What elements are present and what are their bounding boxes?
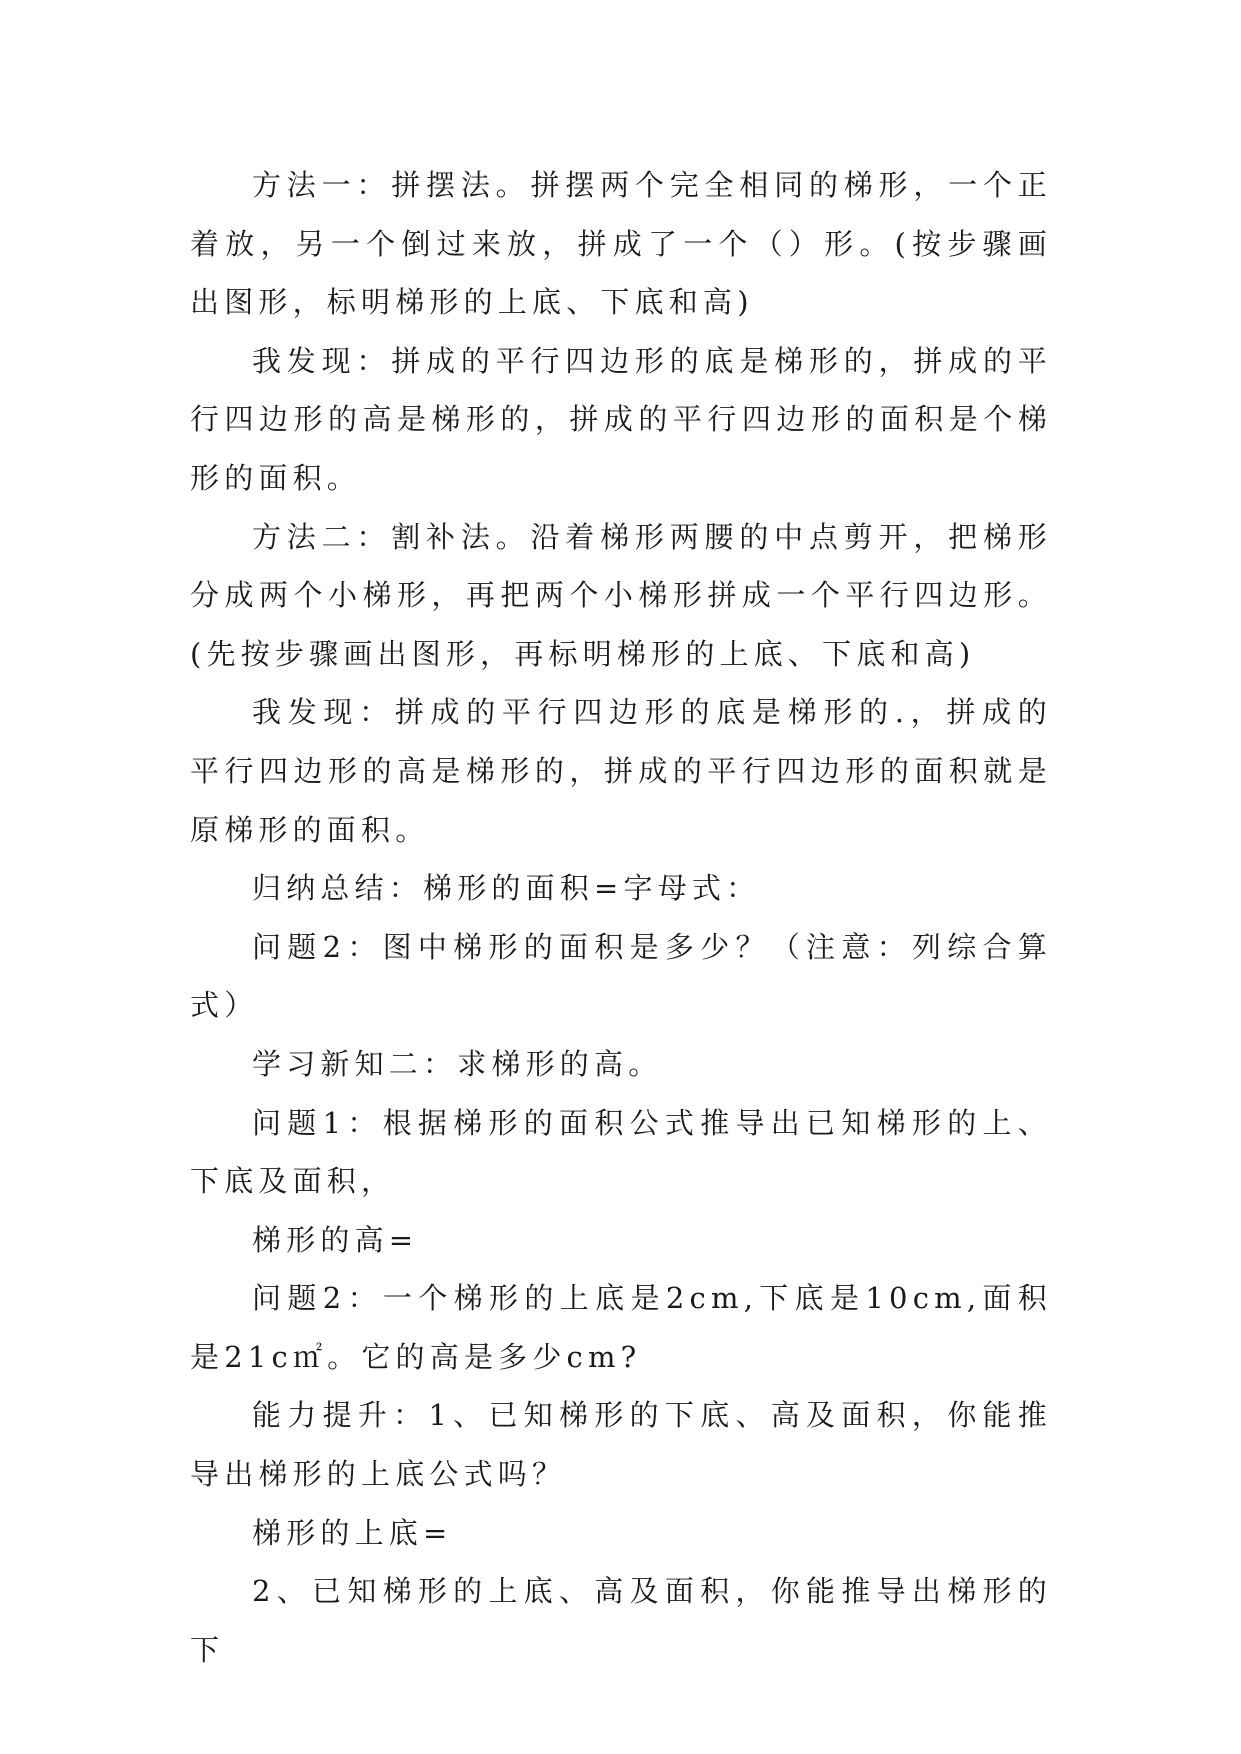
- paragraph-method-one: 方法一：拼摆法。拼摆两个完全相同的梯形，一个正着放，另一个倒过来放，拼成了一个（）形。(按步骤画出图形，标明梯形的上底、下底和高): [190, 168, 1052, 320]
- paragraph-top-base-formula: 梯形的上底=: [252, 1515, 453, 1550]
- paragraph-summary: 归纳总结：梯形的面积=字母式：: [252, 871, 761, 906]
- paragraph-question-two-area: 问题2：图中梯形的面积是多少？（注意：列综合算式）: [190, 929, 1052, 1023]
- paragraph-discovery-one: 我发现：拼成的平行四边形的底是梯形的，拼成的平行四边形的高是梯形的，拼成的平行四边形的面积是个梯形的面积。: [190, 343, 1052, 495]
- paragraph-ability-one: 能力提升：1、已知梯形的下底、高及面积，你能推导出梯形的上底公式吗？: [190, 1398, 1052, 1492]
- paragraph-method-two: 方法二：割补法。沿着梯形两腰的中点剪开，把梯形分成两个小梯形，再把两个小梯形拼成一个平行四边形。(先按步骤画出图形，再标明梯形的上底、下底和高): [190, 519, 1052, 671]
- paragraph-discovery-two: 我发现：拼成的平行四边形的底是梯形的.，拼成的平行四边形的高是梯形的，拼成的平行四边形的面积就是原梯形的面积。: [190, 695, 1052, 847]
- paragraph-height-formula: 梯形的高=: [252, 1222, 419, 1257]
- document-body: [190, 156, 1052, 1679]
- paragraph-new-knowledge-two: 学习新知二：求梯形的高。: [252, 1046, 663, 1081]
- paragraph-ability-two: 2、已知梯形的上底、高及面积，你能推导出梯形的下: [190, 1574, 1052, 1667]
- paragraph-question-two-height: 问题2：一个梯形的上底是2cm,下底是10cm,面积是21c㎡。它的高是多少cm?: [190, 1281, 1052, 1374]
- paragraph-question-one-height: 问题1：根据梯形的面积公式推导出已知梯形的上、下底及面积，: [190, 1105, 1052, 1199]
